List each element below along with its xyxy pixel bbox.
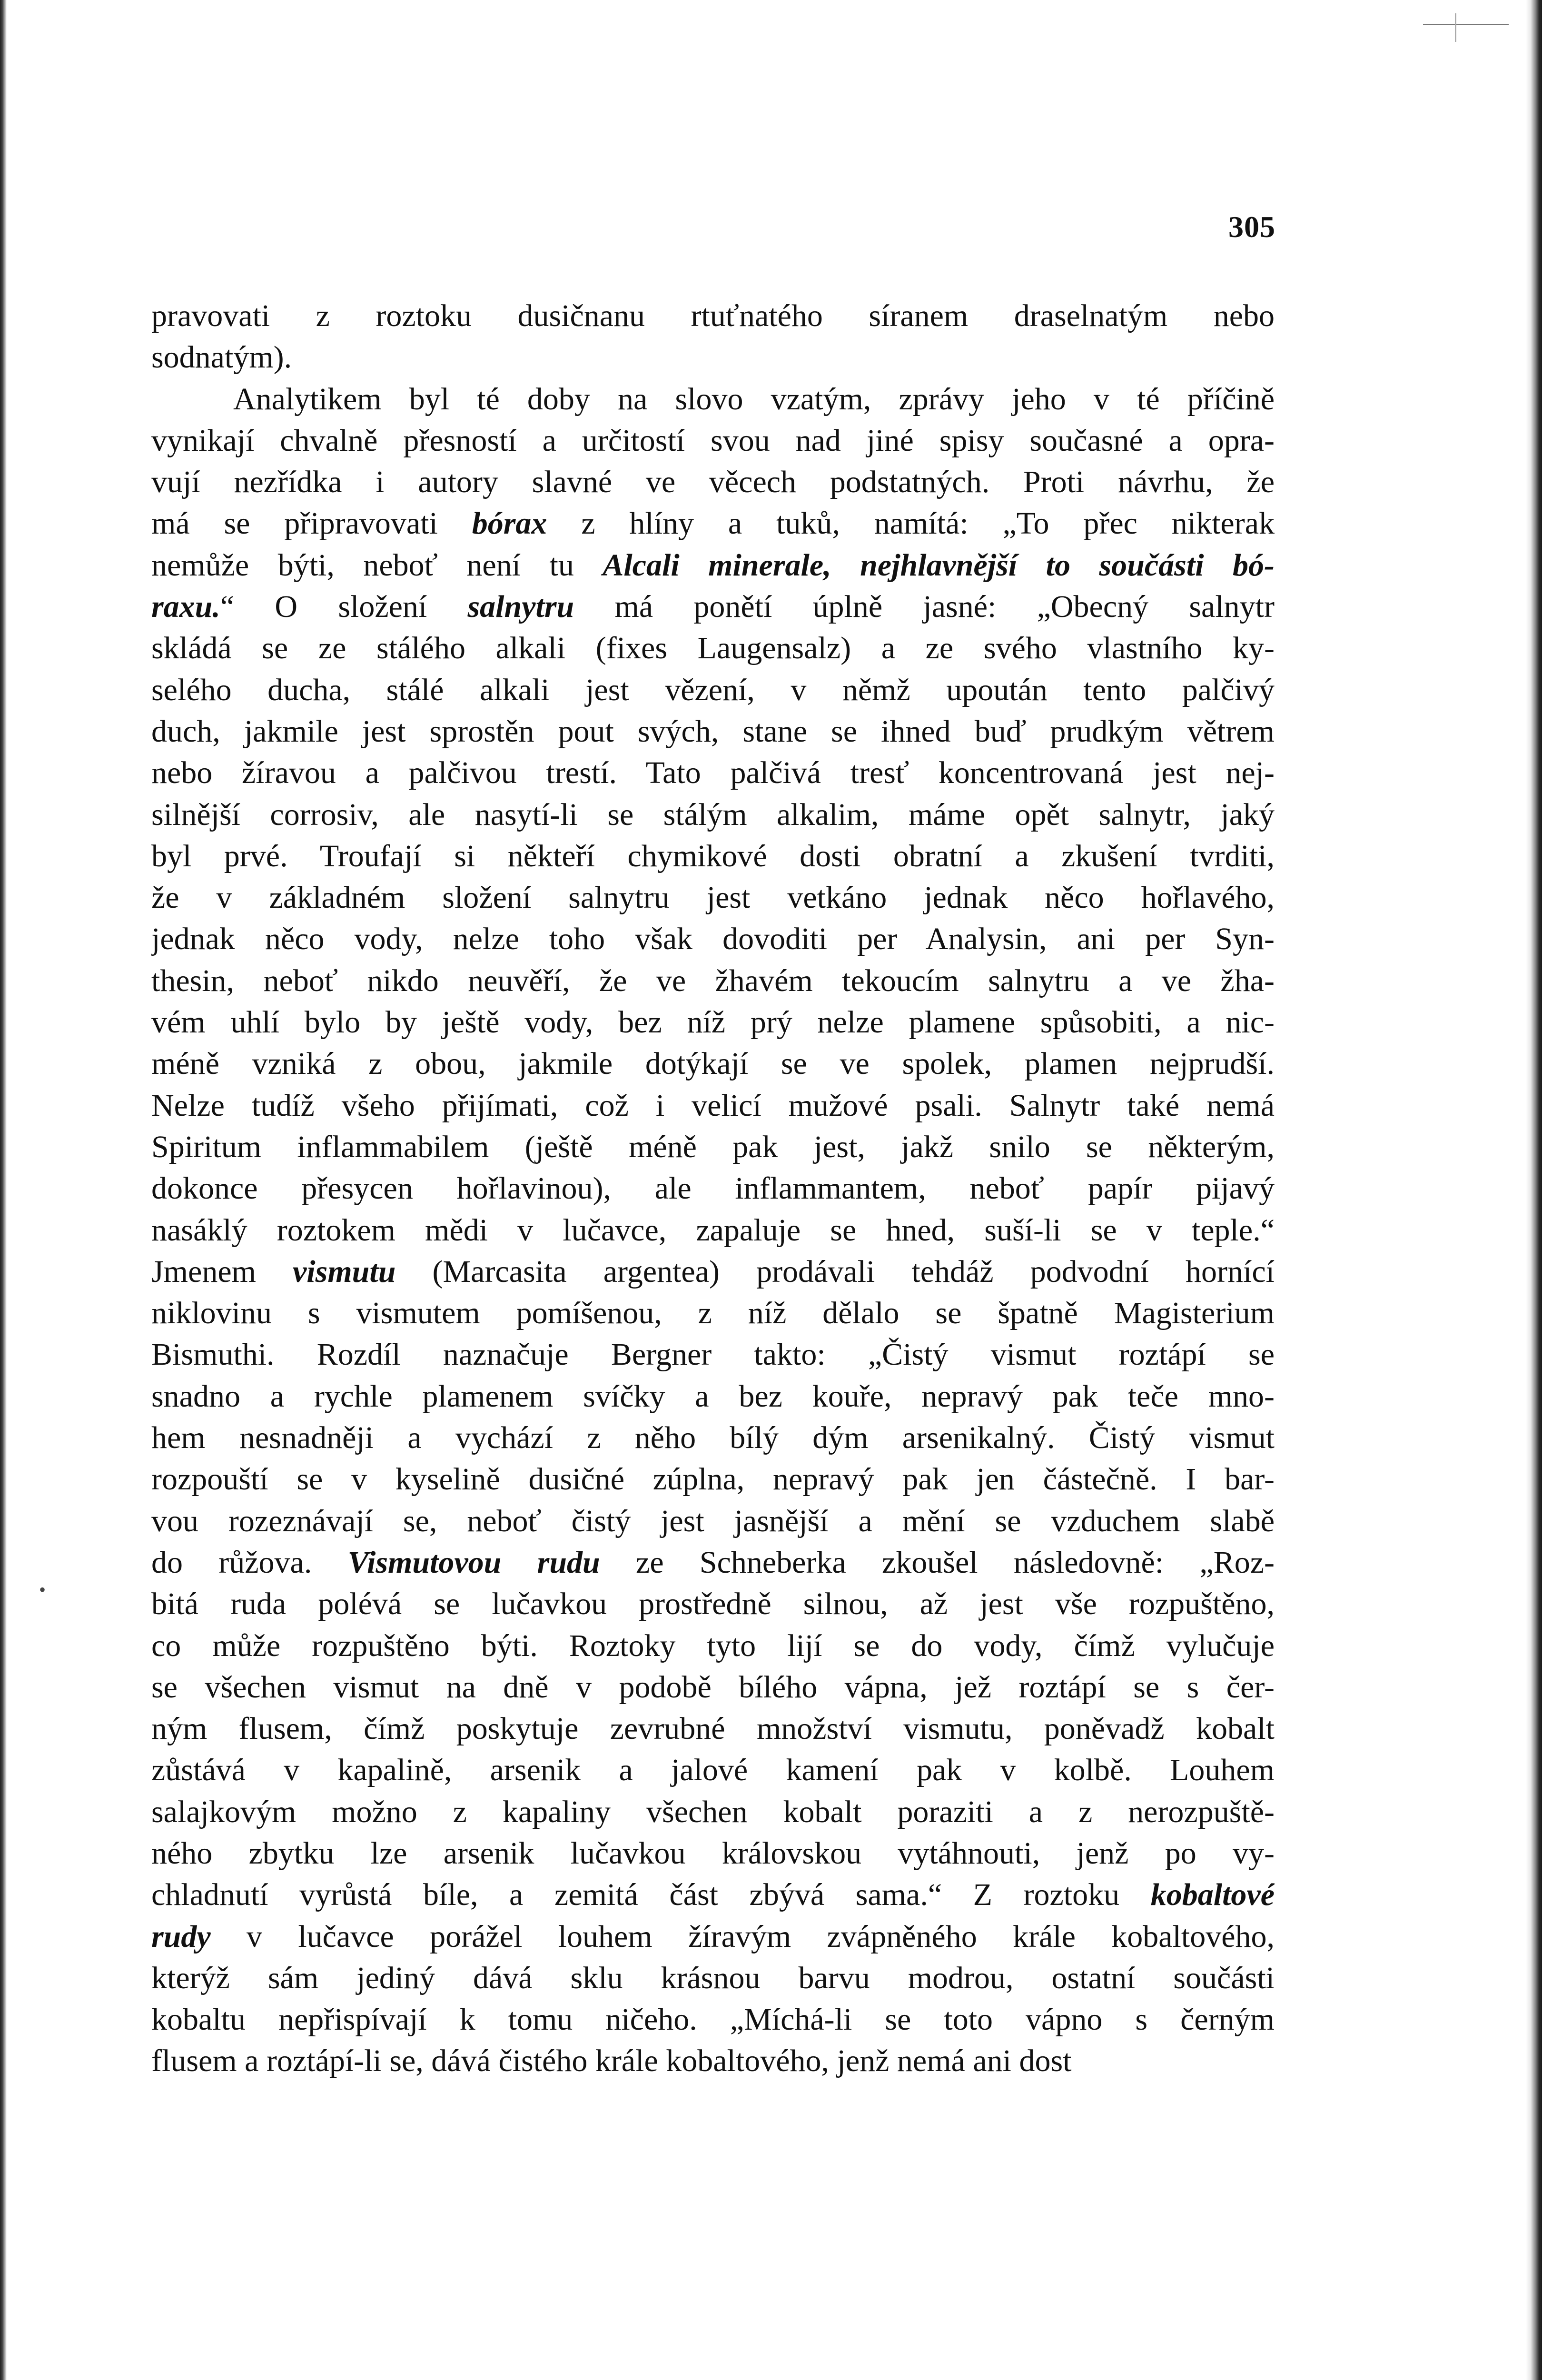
page-number: 305 (1228, 210, 1275, 244)
text-line: snadno a rychle plamenem svíčky a bez kouře, nepravý pak teče mno- (151, 1378, 1275, 1414)
scan-corner-tick (1455, 13, 1456, 42)
text-line: jednak něco vody, nelze toho však dovoditi per Analysin, ani per Syn- (151, 922, 1275, 957)
text-line: Bismuthi. Rozdíl naznačuje Bergner takto: „Čistý vismut roztápí se (151, 1337, 1275, 1372)
text-line: nebo žíravou a palčivou trestí. Tato palčivá tresť koncentrovaná jest nej- (151, 755, 1275, 791)
text-line: bitá ruda polévá se lučavkou prostředně silnou, až jest vše rozpuštěno, (151, 1587, 1275, 1622)
text-line: vují nezřídka i autory slavné ve věcech podstatných. Proti návrhu, že (151, 465, 1275, 500)
scan-corner-mark (1423, 24, 1509, 25)
text-line: Analytikem byl té doby na slovo vzatým, zprávy jeho v té příčině (233, 381, 1275, 416)
text-line: vém uhlí bylo by ještě vody, bez níž prý nelze plamene spůsobiti, a nic- (151, 1005, 1275, 1040)
text-fragment: má ponětí úplně jasné: „Obecný salnytr (574, 589, 1275, 625)
italic-term: kobaltové (1150, 1877, 1275, 1913)
italic-term: vismutu (293, 1254, 396, 1289)
text-line: vynikají chvalně přesností a určitostí svou nad jiné spisy současné a opra- (151, 423, 1275, 458)
text-line: dokonce přesycen hořlavinou), ale inflammantem, neboť papír pijavý (151, 1171, 1275, 1206)
text-line (151, 545, 1275, 586)
text-fragment: “ O složení (220, 589, 468, 625)
scan-edge-left (0, 0, 7, 2380)
scan-edge-right (1526, 0, 1542, 2380)
italic-term: bórax (472, 506, 547, 541)
text-fragment: nemůže býti, neboť není tu (151, 547, 603, 583)
text-line: silnější corrosiv, ale nasytí-li se stálým alkalim, máme opět salnytr, jaký (151, 797, 1275, 832)
italic-term: raxu. (151, 589, 220, 625)
text-line: duch, jakmile jest sprostěn pout svých, stane se ihned buď prudkým větrem (151, 714, 1275, 749)
text-fragment: v lučavce porážel louhem žíravým zvápněného krále kobaltového, (210, 1919, 1275, 1954)
text-fragment: ze Schneberka zkoušel následovně: „Roz- (600, 1545, 1275, 1580)
text-line: se všechen vismut na dně v podobě bílého vápna, jež roztápí se s čer- (151, 1669, 1275, 1705)
text-line: pravovati z roztoku dusičnanu rtuťnatého síranem draselnatým nebo (151, 298, 1275, 333)
text-line: hem nesnadněji a vychází z něho bílý dým arsenikalný. Čistý vismut (151, 1420, 1275, 1456)
text-fragment: do růžova. (151, 1545, 348, 1580)
text-line: niklovinu s vismutem pomíšenou, z níž dělalo se špatně Magisterium (151, 1296, 1275, 1331)
italic-term: salnytru (467, 589, 574, 625)
text-fragment: (Marcasita argentea) prodávali tehdáž podvodní hornící (395, 1254, 1275, 1289)
text-line: co může rozpuštěno býti. Roztoky tyto lijí se do vody, čímž vylučuje (151, 1628, 1275, 1663)
text-line: flusem a roztápí-li se, dává čistého krále kobaltového, jenž nemá ani dost (151, 2043, 1072, 2079)
text-line: vou rozeznávají se, neboť čistý jest jasnější a mění se vzduchem slabě (151, 1503, 1275, 1538)
text-line: salajkovým možno z kapaliny všechen kobalt poraziti a z nerozpuště- (151, 1794, 1275, 1829)
text-line: nasáklý roztokem mědi v lučavce, zapaluje se hned, suší-li se v teple.“ (151, 1212, 1275, 1248)
text-line: thesin, neboť nikdo neuvěří, že ve žhavém tekoucím salnytru a ve žha- (151, 963, 1275, 998)
text-line: zůstává v kapalině, arsenik a jalové kamení pak v kolbě. Louhem (151, 1753, 1275, 1788)
text-line: byl prvé. Troufají si někteří chymikové dosti obratní a zkušení tvrditi, (151, 838, 1275, 873)
text-line: kterýž sám jediný dává sklu krásnou barvu modrou, ostatní součásti (151, 1960, 1275, 1995)
italic-term: Vismutovou rudu (347, 1545, 600, 1580)
text-line (151, 1542, 1275, 1583)
text-line: selého ducha, stálé alkali jest vězení, v němž upoután tento palčivý (151, 672, 1275, 707)
text-line (151, 1251, 1275, 1292)
italic-term: rudy (151, 1919, 211, 1954)
text-line: rozpouští se v kyselině dusičné zúplna, nepravý pak jen částečně. I bar- (151, 1462, 1275, 1497)
text-line (151, 503, 1275, 544)
text-line: ným flusem, čímž poskytuje zevrubné množství vismutu, poněvadž kobalt (151, 1711, 1275, 1746)
text-line: kobaltu nepřispívají k tomu ničeho. „Míchá-li se toto vápno s černým (151, 2002, 1275, 2037)
body-text (151, 295, 1275, 2082)
margin-dot: • (39, 1579, 46, 1600)
text-line: Nelze tudíž všeho přijímati, což i velicí mužové psali. Salnytr také nemá (151, 1088, 1275, 1123)
text-fragment: Jmenem (151, 1254, 293, 1289)
text-fragment: chladnutí vyrůstá bíle, a zemitá část zbývá sama.“ Z roztoku (151, 1877, 1151, 1913)
text-line: méně vzniká z obou, jakmile dotýkají se ve spolek, plamen nejprudší. (151, 1046, 1275, 1081)
text-line: sodnatým). (151, 340, 292, 375)
text-line: skládá se ze stálého alkali (fixes Laugensalz) a ze svého vlastního ky- (151, 631, 1275, 666)
text-line: že v základném složení salnytru jest vetkáno jednak něco hořlavého, (151, 880, 1275, 915)
text-fragment: má se připravovati (151, 506, 472, 541)
text-line (151, 586, 1275, 627)
text-fragment: z hlíny a tuků, namítá: „To přec nikterak (547, 506, 1275, 541)
text-line (151, 1874, 1275, 1915)
text-line: ného zbytku lze arsenik lučavkou královskou vytáhnouti, jenž po vy- (151, 1835, 1275, 1871)
text-line: Spiritum inflammabilem (ještě méně pak jest, jakž snilo se některým, (151, 1129, 1275, 1164)
text-line (151, 1916, 1275, 1957)
italic-term: Alcali minerale, nejhlavnější to součásti bó- (603, 547, 1275, 583)
